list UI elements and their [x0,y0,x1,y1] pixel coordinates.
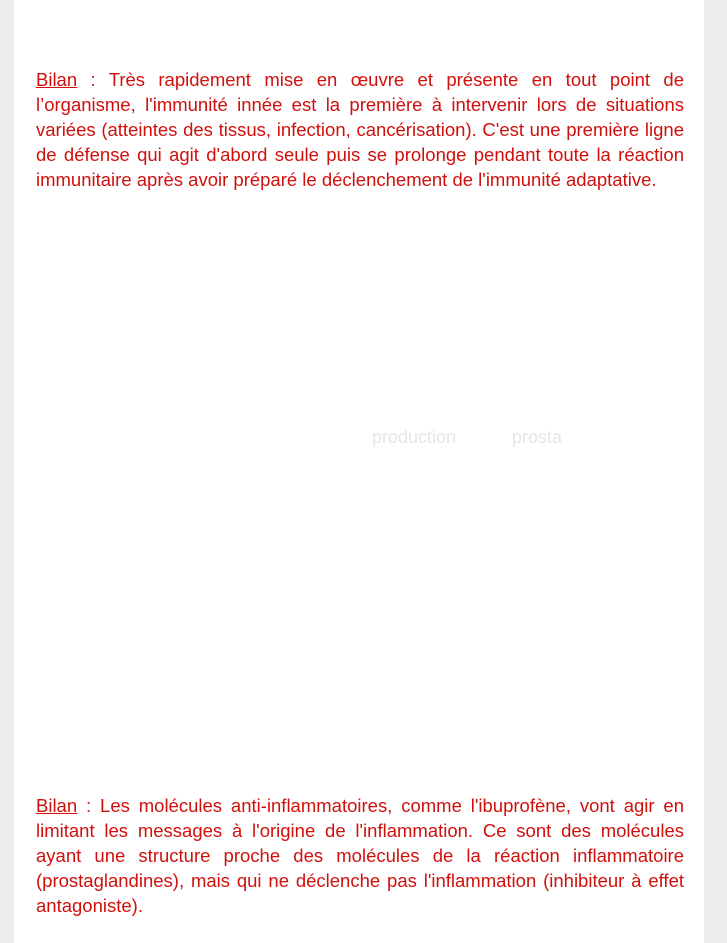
bilan-paragraph-anti-inflammatory [36,793,684,918]
bilan-label: Bilan [36,795,78,816]
bilan-text: : Les molécules anti-inflammatoires, comme l'ibuprofène, vont agir en limitant les messages à l'origine de l'inflammation. Ce sont des molécules ayant une structure proche des molécules de la réaction inflammatoire (prostaglandines), mais qui ne déclenche pas l'inflammation (inhibiteur à effet antagoniste). [36,795,684,916]
bilan-label: Bilan [36,69,78,90]
bilan-paragraph-innate-immunity [36,67,684,192]
bilan-text: : Très rapidement mise en œuvre et présente en tout point de l’organisme, l'immunité innée est la première à intervenir lors de situations variées (atteintes des tissus, infection, cancérisation). C'est une première ligne de défense qui agit d'abord seule puis se prolonge pendant toute la réaction immunitaire après avoir préparé le déclenchement de l'immunité adaptative. [36,69,684,190]
faded-text-production: production [372,427,457,447]
faded-text-prosta: prosta [512,427,563,447]
document-page [14,0,704,943]
